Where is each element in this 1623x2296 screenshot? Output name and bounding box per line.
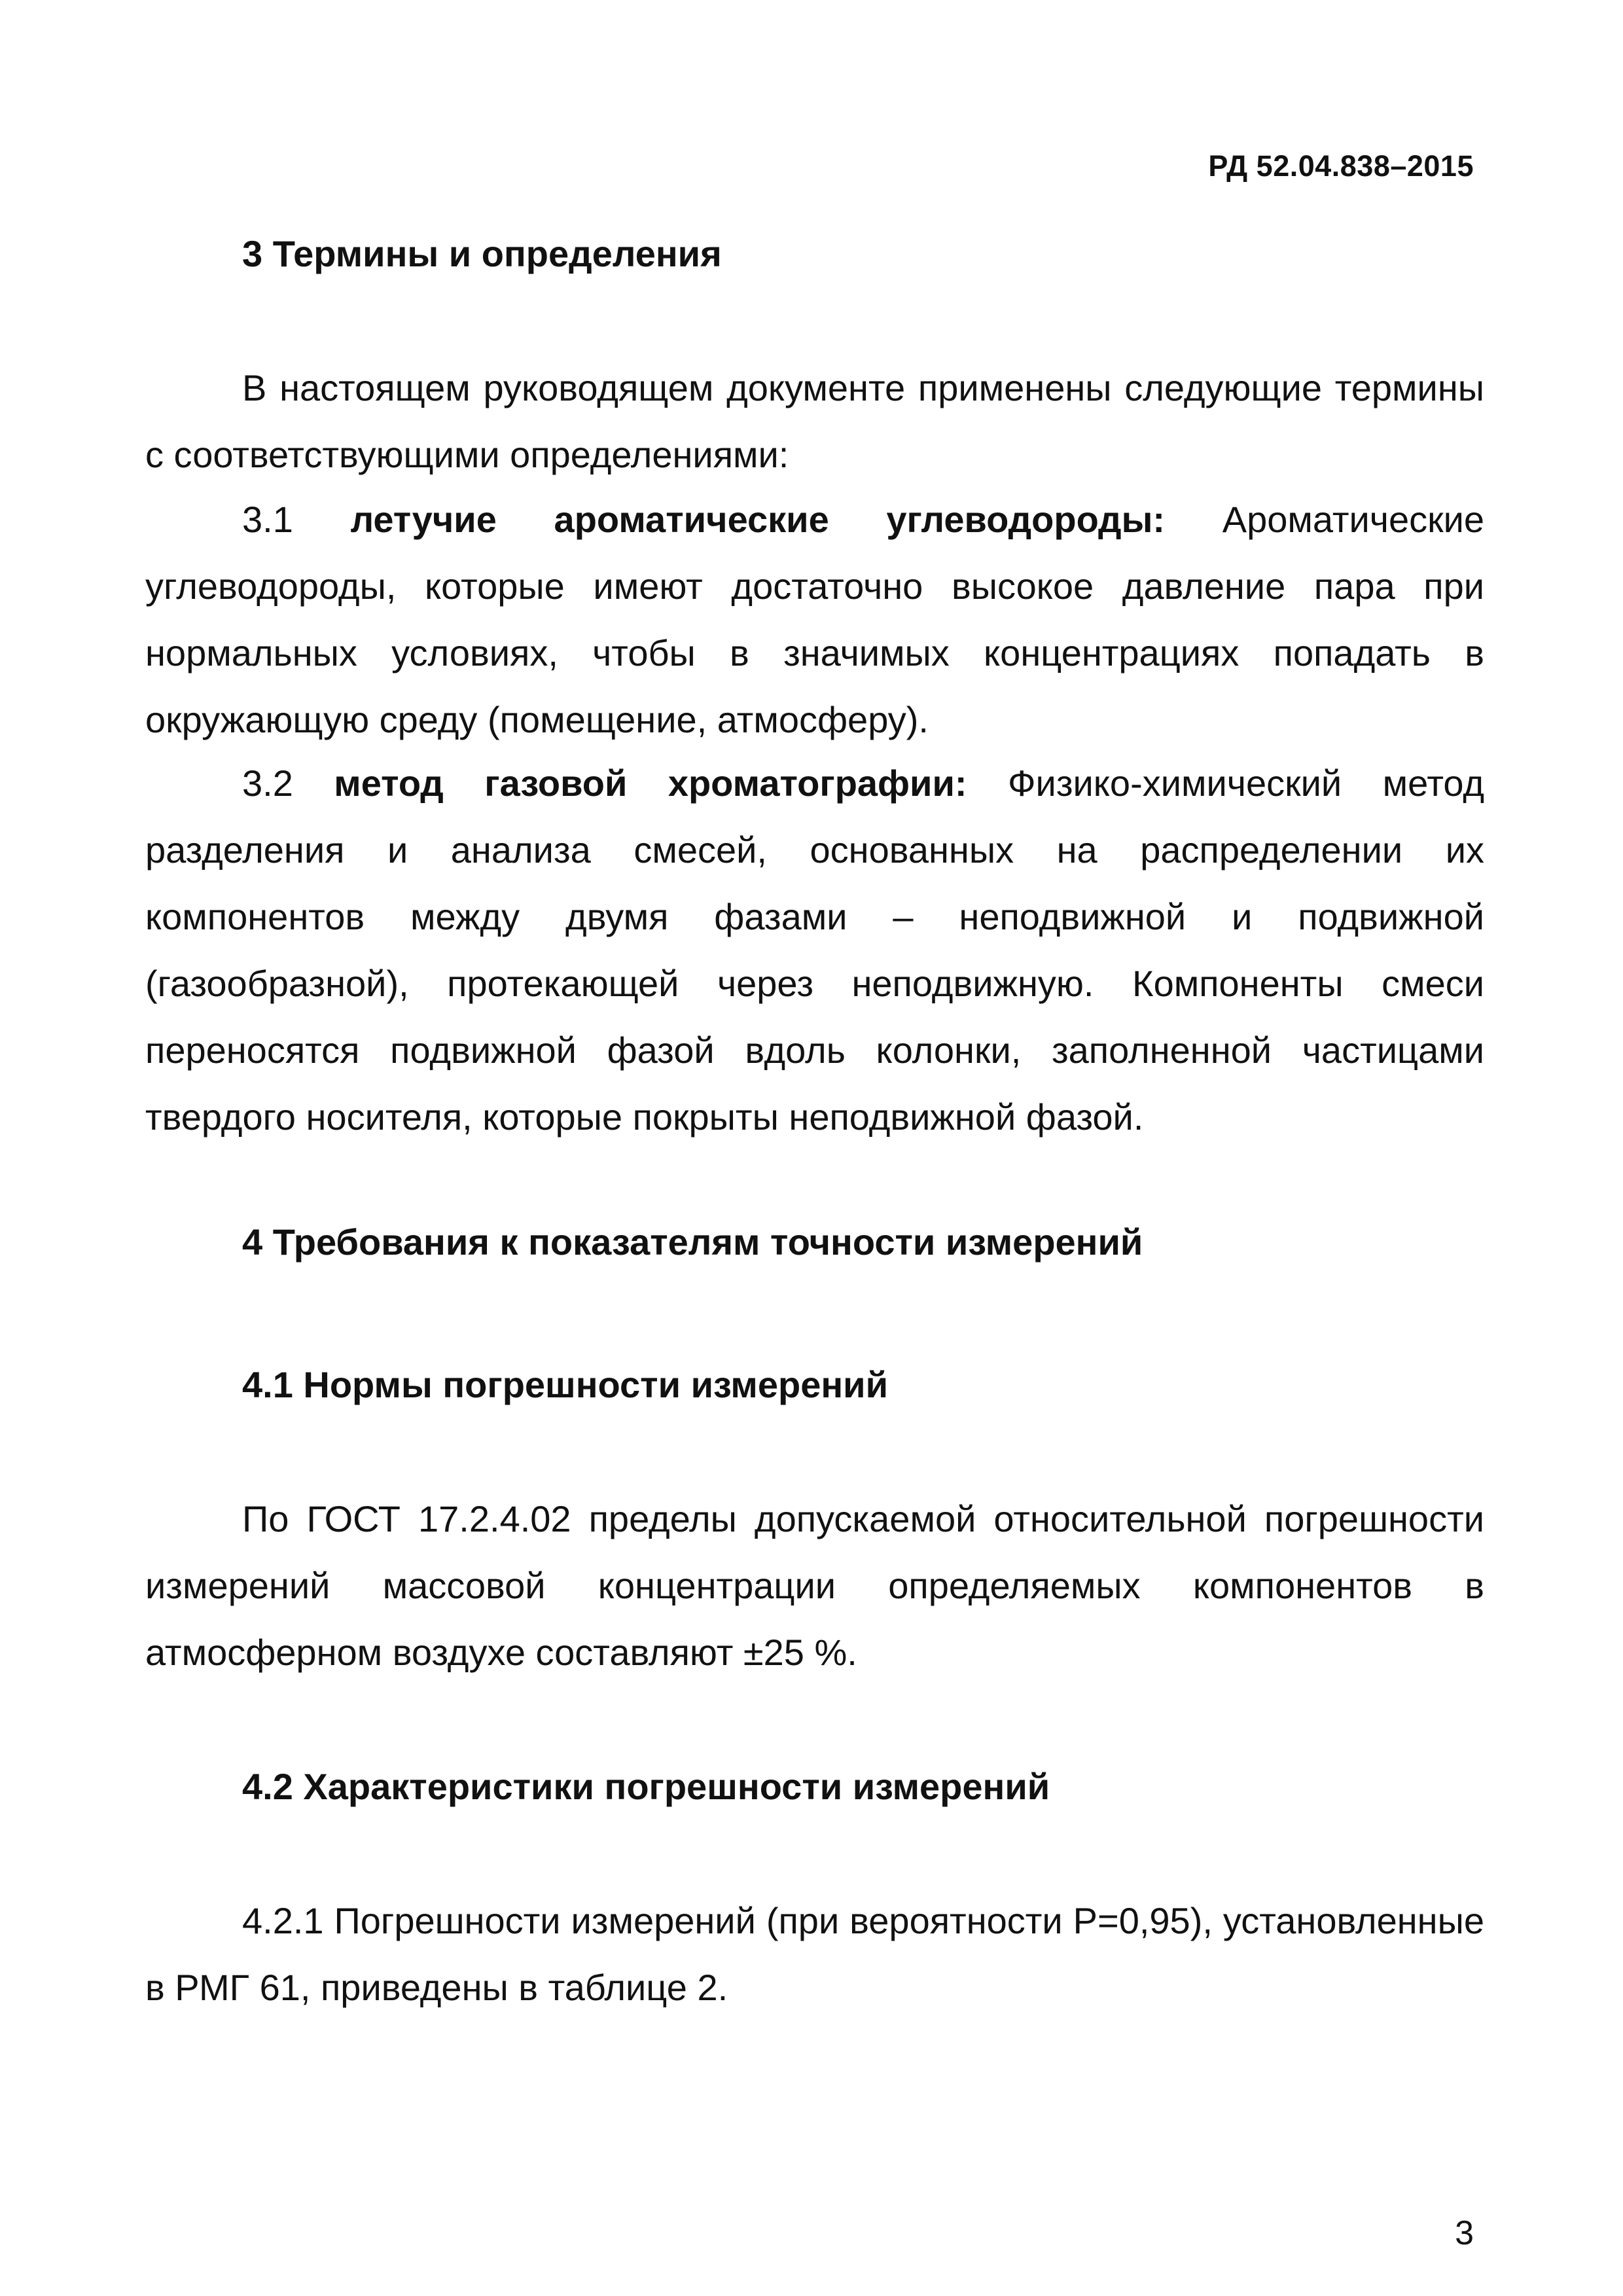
section-4-1-heading: 4.1 Нормы погрешности измерений bbox=[242, 1364, 889, 1405]
section-4-2-heading: 4.2 Характеристики погрешности измерений bbox=[242, 1766, 1050, 1807]
term-3-2 bbox=[145, 750, 1484, 1151]
term-3-1-number: 3.1 bbox=[242, 499, 293, 540]
term-3-2-term: метод газовой хроматографии: bbox=[334, 762, 967, 804]
section-4-2-1-text: 4.2.1 Погрешности измерений (при вероятности P=0,95), установленные в РМГ 61, приведены в таблице 2. bbox=[145, 1900, 1484, 2008]
term-3-2-definition: Физико-химический метод разделения и анализа смесей, основанных на распределении их компонентов между двумя фазами – неподвижной и подвижной (газообразной), протекающей через неподвижную. Компоненты смеси переносятся подвижной фазой вдоль колонки, заполненной частицами твердого носителя, которые покрыты неподвижной фазой. bbox=[145, 762, 1484, 1138]
document-code: РД 52.04.838–2015 bbox=[1208, 149, 1474, 183]
section-3-heading: 3 Термины и определения bbox=[242, 233, 722, 274]
section-4-heading: 4 Требования к показателям точности измерений bbox=[242, 1221, 1143, 1263]
section-3-intro: В настоящем руководящем документе применены следующие термины с соответствующими определениями: bbox=[145, 367, 1484, 475]
term-3-1-term: летучие ароматические углеводороды: bbox=[350, 499, 1166, 540]
page-number: 3 bbox=[1455, 2214, 1474, 2252]
term-3-1-definition: Ароматические углеводороды, которые имеют достаточно высокое давление пара при нормальных условиях, чтобы в значимых концентрациях попадать в окружающую среду (помещение, атмосферу). bbox=[145, 499, 1485, 740]
term-3-2-number: 3.2 bbox=[242, 762, 293, 804]
section-4-1-text: По ГОСТ 17.2.4.02 пределы допускаемой относительной погрешности измерений массовой концентрации определяемых компонентов в атмосферном воздухе составляют ±25 %. bbox=[145, 1498, 1484, 1673]
term-3-1 bbox=[145, 486, 1484, 753]
